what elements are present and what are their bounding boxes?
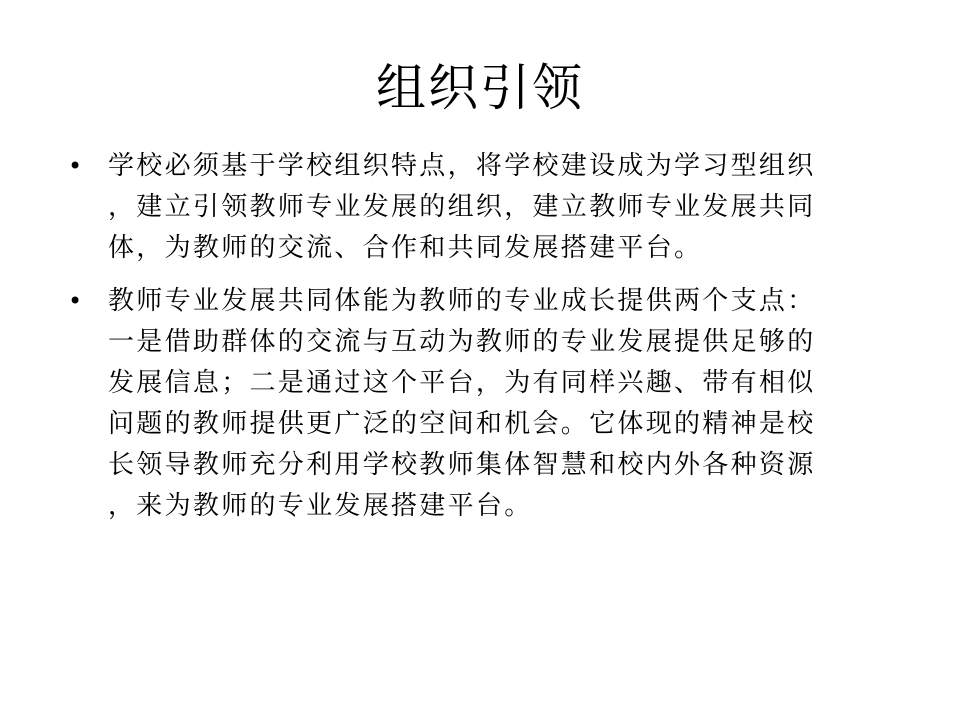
- bullet-2-line-6: ，来为教师的专业发展搭建平台。: [108, 491, 533, 521]
- bullet-dot-icon: •: [68, 287, 83, 315]
- bullet-2-line-5: 长领导教师充分利用学校教师集体智慧和校内外各种资源: [108, 450, 816, 480]
- bullet-item-2: [60, 281, 880, 527]
- bullet-1-line-1: 学校必须基于学校组织特点，将学校建设成为学习型组织: [108, 151, 816, 181]
- bullet-2-line-3: 发展信息；二是通过这个平台，为有同样兴趣、带有相似: [108, 368, 816, 398]
- bullet-2-line-4: 问题的教师提供更广泛的空间和机会。它体现的精神是校: [108, 409, 816, 439]
- slide-title: 组织引领: [376, 59, 584, 117]
- bullet-dot-icon: •: [68, 152, 83, 180]
- bullet-list: [60, 146, 880, 539]
- bullet-1-line-3: 体，为教师的交流、合作和共同发展搭建平台。: [108, 233, 703, 263]
- bullet-2-line-2: 一是借助群体的交流与互动为教师的专业发展提供足够的: [108, 327, 816, 357]
- bullet-item-1: [60, 146, 880, 269]
- bullet-2-line-1: 教师专业发展共同体能为教师的专业成长提供两个支点：: [108, 286, 816, 316]
- bullet-1-line-2: ，建立引领教师专业发展的组织，建立教师专业发展共同: [108, 192, 816, 222]
